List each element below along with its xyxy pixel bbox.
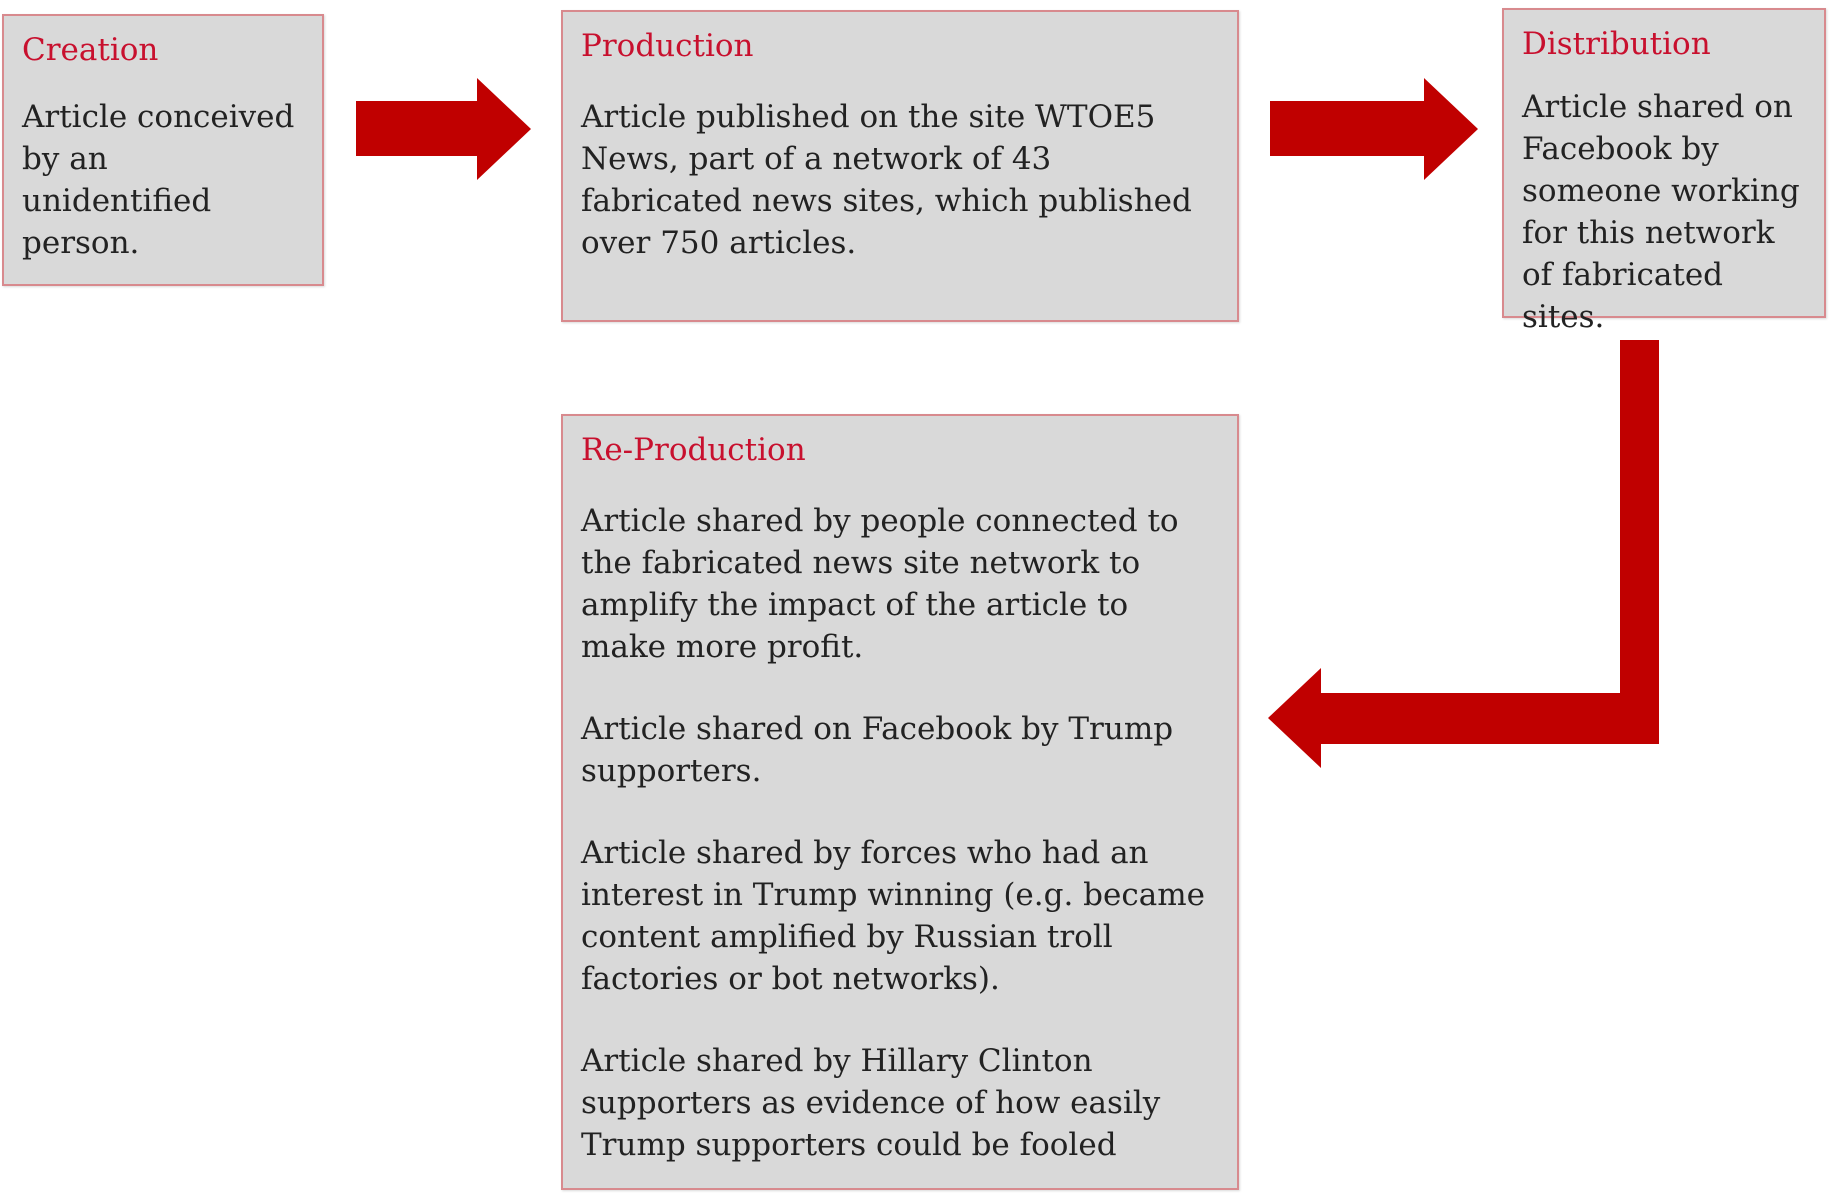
arrow-right-icon [356, 78, 531, 180]
production-box [561, 10, 1239, 322]
reproduction-text-2: Article shared on Facebook by Trump supporters. [581, 711, 1174, 789]
reproduction-box [561, 414, 1239, 1190]
distribution-title: Distribution [1522, 26, 1711, 62]
production-title: Production [581, 28, 754, 64]
reproduction-text-3: Article shared by forces who had an interest in Trump winning (e.g. became content amplified by Russian troll factories or bot networks). [581, 835, 1205, 997]
creation-box [2, 14, 324, 286]
creation-title: Creation [22, 32, 159, 68]
distribution-box [1502, 8, 1826, 335]
reproduction-text-4: Article shared by Hillary Clinton supporters as evidence of how easily Trump supporters could be fooled [581, 1043, 1161, 1163]
reproduction-title: Re-Production [581, 432, 806, 468]
production-text: Article published on the site WTOE5 News, part of a network of 43 fabricated news sites, which published over 750 articles. [581, 99, 1192, 261]
arrow-right-icon [1270, 78, 1478, 180]
arrow-elbow-icon [1268, 340, 1659, 768]
creation-text: Article conceived by an unidentified person. [22, 99, 295, 261]
distribution-text: Article shared on Facebook by someone working for this network of fabricated sites. [1522, 89, 1800, 335]
reproduction-text-1: Article shared by people connected to the fabricated news site network to amplify the impact of the article to make more profit. [581, 503, 1179, 665]
